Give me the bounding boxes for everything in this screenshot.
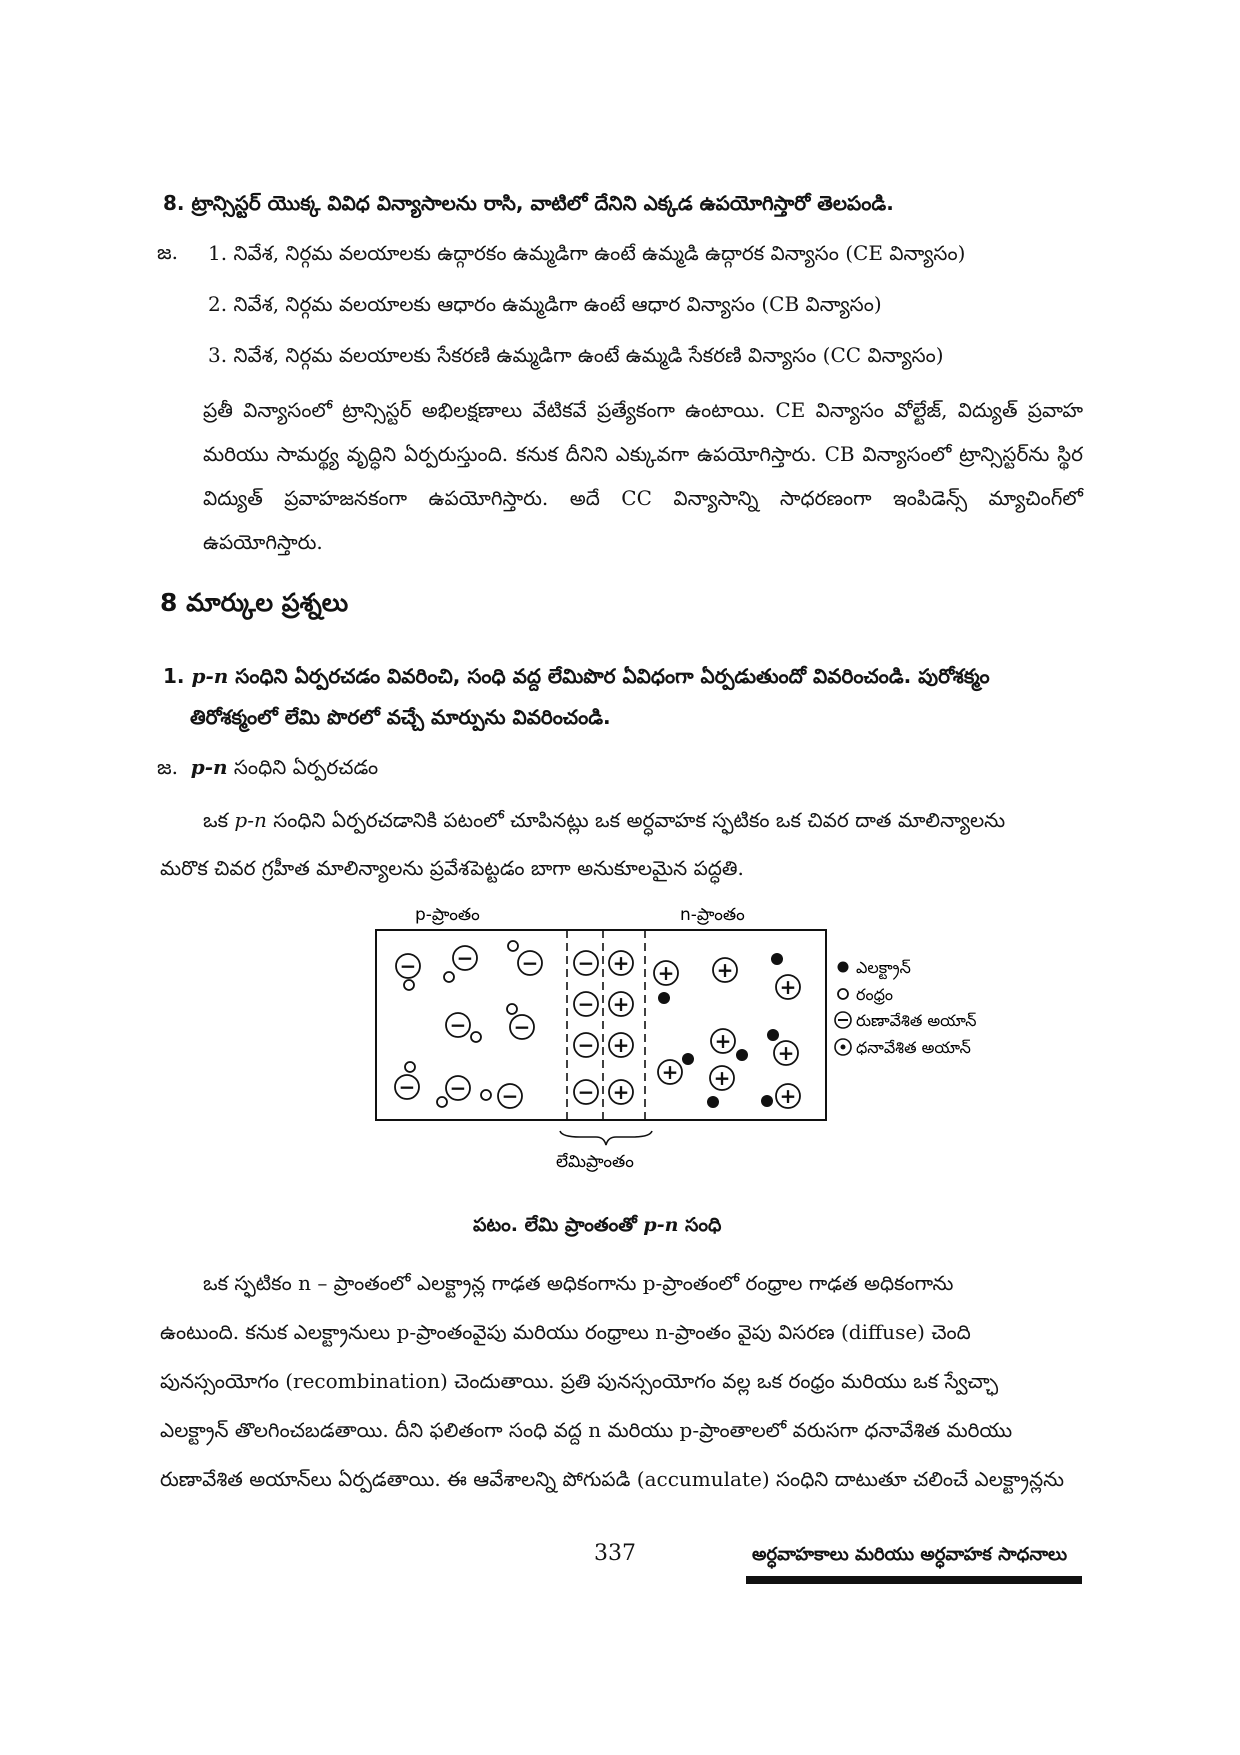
positive-sign: + — [657, 961, 675, 985]
body-line-4: ఎలక్ట్రాన్ తొలగించబడతాయి. దీని ఫలితంగా సంధి వద్ద n మరియు p-ప్రాంతాలలో వరుసగా ధనావేశిత మరియు — [160, 1418, 1013, 1442]
answer-point-1: 1. నివేశ, నిర్గమ వలయాలకు ఉద్గారకం ఉమ్మడిగా ఉంటే ఉమ్మడి ఉద్గారక విన్యాసం (CE విన్యాసం) — [208, 241, 966, 265]
positive-sign: + — [713, 1066, 731, 1090]
legend — [835, 958, 977, 1057]
negative-sign: − — [577, 1033, 595, 1057]
answer-heading — [157, 752, 378, 782]
electron — [761, 1095, 773, 1107]
electron — [767, 1029, 779, 1041]
pn-term: p-n — [190, 755, 228, 779]
negative-sign: − — [456, 946, 474, 970]
positive-sign: + — [612, 951, 630, 975]
legend-negative-ion: రుణావేశిత అయాన్ — [856, 1011, 977, 1030]
depletion-brace — [560, 1131, 652, 1145]
figure-caption — [473, 1214, 721, 1241]
dot-icon — [841, 1045, 846, 1050]
caption-text: పటం. లేమి ప్రాంతంతో — [473, 1214, 644, 1236]
hole — [471, 1032, 481, 1042]
positive-sign: + — [612, 1033, 630, 1057]
p-region-label: p-ప్రాంతం — [415, 905, 480, 925]
negative-sign: − — [398, 1075, 416, 1099]
question-8 — [163, 186, 1063, 220]
negative-sign: − — [501, 1084, 519, 1108]
hole — [508, 941, 518, 951]
electron — [658, 992, 670, 1004]
hole — [481, 1090, 491, 1100]
positive-sign: + — [716, 958, 734, 982]
intro-line-1 — [203, 805, 1005, 835]
negative-sign: − — [577, 1080, 595, 1104]
caption-text: సంధి — [678, 1214, 722, 1236]
question-1 — [163, 659, 1083, 693]
chapter-title: అర్ధవాహకాలు మరియు అర్ధవాహక సాధనాలు — [752, 1544, 1068, 1565]
answer-heading-text: సంధిని ఏర్పరచడం — [227, 755, 379, 779]
body-line-5: రుణావేశిత అయాన్‌లు ఏర్పడతాయి. ఈ ఆవేశాలన్ని పోగుపడి (accumulate) సంధిని దాటుతూ చలించే ఎలక్ట్రాన్లను — [160, 1467, 1065, 1491]
depletion-region-label: లేమిప్రాంతం — [556, 1152, 634, 1172]
question-text-line2: తిరోశక్మంలో లేమి పొరలో వచ్చే మార్పును వివరించండి. — [190, 705, 611, 729]
hole — [405, 1062, 415, 1072]
positive-sign: + — [779, 975, 797, 999]
answer-paragraph: ప్రతీ విన్యాసంలో ట్రాన్సిస్టర్ అభిలక్షణాలు వేటికవే ప్రత్యేకంగా ఉంటాయి. CE విన్యాసం వోల్టేజ్, విద్యుత్ ప్రవాహ మరియు సామర్థ్య వృద్ధిని ఏర్పరుస్తుంది. కనుక దీనిని ఎక్కువగా ఉపయోగిస్తారు. CB విన్యాసంలో ట్రాన్సిస్టర్‌ను స్థిర విద్యుత్ ప్రవాహజనకంగా ఉపయోగిస్తారు. అదే CC విన్యాసాన్ని సాధరణంగా ఇంపిడెన్స్ మ్యాచింగ్‌లో ఉపయోగిస్తారు. — [203, 398, 1083, 554]
positive-sign: + — [661, 1060, 679, 1084]
crystal-box — [376, 930, 826, 1120]
positive-sign: + — [779, 1084, 797, 1108]
pn-term: p-n — [234, 808, 267, 832]
footer-rule — [746, 1576, 1082, 1584]
electron — [682, 1053, 694, 1065]
positive-sign: + — [777, 1041, 795, 1065]
question-text: ట్రాన్సిస్టర్ యొక్క వివిధ విన్యాసాలను రాసి, వాటిలో దేనిని ఎక్కడ ఉపయోగిస్తారో తెలపండి. — [191, 191, 894, 215]
hole-icon — [838, 989, 848, 999]
body-line-1: ఒక స్ఫటికం n – ప్రాంతంలో ఎలక్ట్రాన్ల గాఢత అధికంగాను p-ప్రాంతంలో రంధ్రాల గాఢత అధికంగాను — [203, 1271, 954, 1295]
answer-mark: జ. — [157, 240, 178, 264]
question-text-line1: సంధిని ఏర్పరచడం వివరించి, సంధి వద్ద లేమిపొర ఏవిధంగా ఏర్పడుతుందో వివరించండి. పురోశక్మం — [228, 664, 990, 688]
answer-point-3: 3. నివేశ, నిర్గమ వలయాలకు సేకరణి ఉమ్మడిగా ఉంటే ఉమ్మడి సేకరణి విన్యాసం (CC విన్యాసం) — [208, 343, 944, 367]
positive-sign: + — [612, 992, 630, 1016]
legend-positive-ion: ధనావేశిత అయాన్ — [856, 1038, 971, 1057]
negative-sign: − — [449, 1076, 467, 1100]
n-region-label: n-ప్రాంతం — [680, 905, 745, 925]
positive-sign: + — [612, 1080, 630, 1104]
hole — [444, 972, 454, 982]
body-line-2: ఉంటుంది. కనుక ఎలక్ట్రానులు p-ప్రాంతంవైపు మరియు రంధ్రాలు n-ప్రాంతం వైపు విసరణ (diffuse) చెంది — [160, 1320, 971, 1344]
electron — [736, 1049, 748, 1061]
negative-sign: − — [399, 954, 417, 978]
legend-hole: రంధ్రం — [856, 985, 894, 1004]
intro-text: సంధిని ఏర్పరచడానికి పటంలో చూపినట్లు ఒక అర్ధవాహక స్ఫటికం ఒక చివర దాత మాలిన్యాలను — [266, 808, 1006, 832]
electron — [771, 953, 783, 965]
electron-icon — [838, 962, 849, 973]
pn-term: p-n — [643, 1214, 679, 1236]
legend-electron: ఎలక్ట్రాన్ — [856, 958, 911, 977]
page-number: 337 — [594, 1541, 636, 1566]
pn-term: p-n — [191, 664, 229, 688]
intro-line-2: మరొక చివర గ్రహీత మాలిన్యాలను ప్రవేశపెట్టడం బాగా అనుకూలమైన పద్ధతి. — [160, 856, 744, 880]
question-number: 1. — [163, 664, 185, 688]
electron — [707, 1096, 719, 1108]
hole — [437, 1097, 447, 1107]
section-title: 8 మార్కుల ప్రశ్నలు — [160, 588, 349, 617]
positive-sign: + — [714, 1029, 732, 1053]
answer-mark: జ. — [157, 755, 178, 779]
question-number: 8. — [163, 191, 185, 215]
hole — [507, 1004, 517, 1014]
answer-point-2: 2. నివేశ, నిర్గమ వలయాలకు ఆధారం ఉమ్మడిగా ఉంటే ఆధార విన్యాసం (CB విన్యాసం) — [208, 292, 882, 316]
negative-sign: − — [513, 1015, 531, 1039]
body-line-3: పునస్సంయోగం (recombination) చెందుతాయి. ప్రతి పునస్సంయోగం వల్ల ఒక రంధ్రం మరియు ఒక స్వేచ్ఛా — [160, 1369, 999, 1393]
intro-text: ఒక — [203, 808, 235, 832]
hole — [404, 980, 414, 990]
negative-sign: − — [449, 1013, 467, 1037]
negative-sign: − — [577, 992, 595, 1016]
negative-sign: − — [521, 951, 539, 975]
pn-junction-figure — [370, 895, 977, 1185]
negative-sign: − — [577, 951, 595, 975]
